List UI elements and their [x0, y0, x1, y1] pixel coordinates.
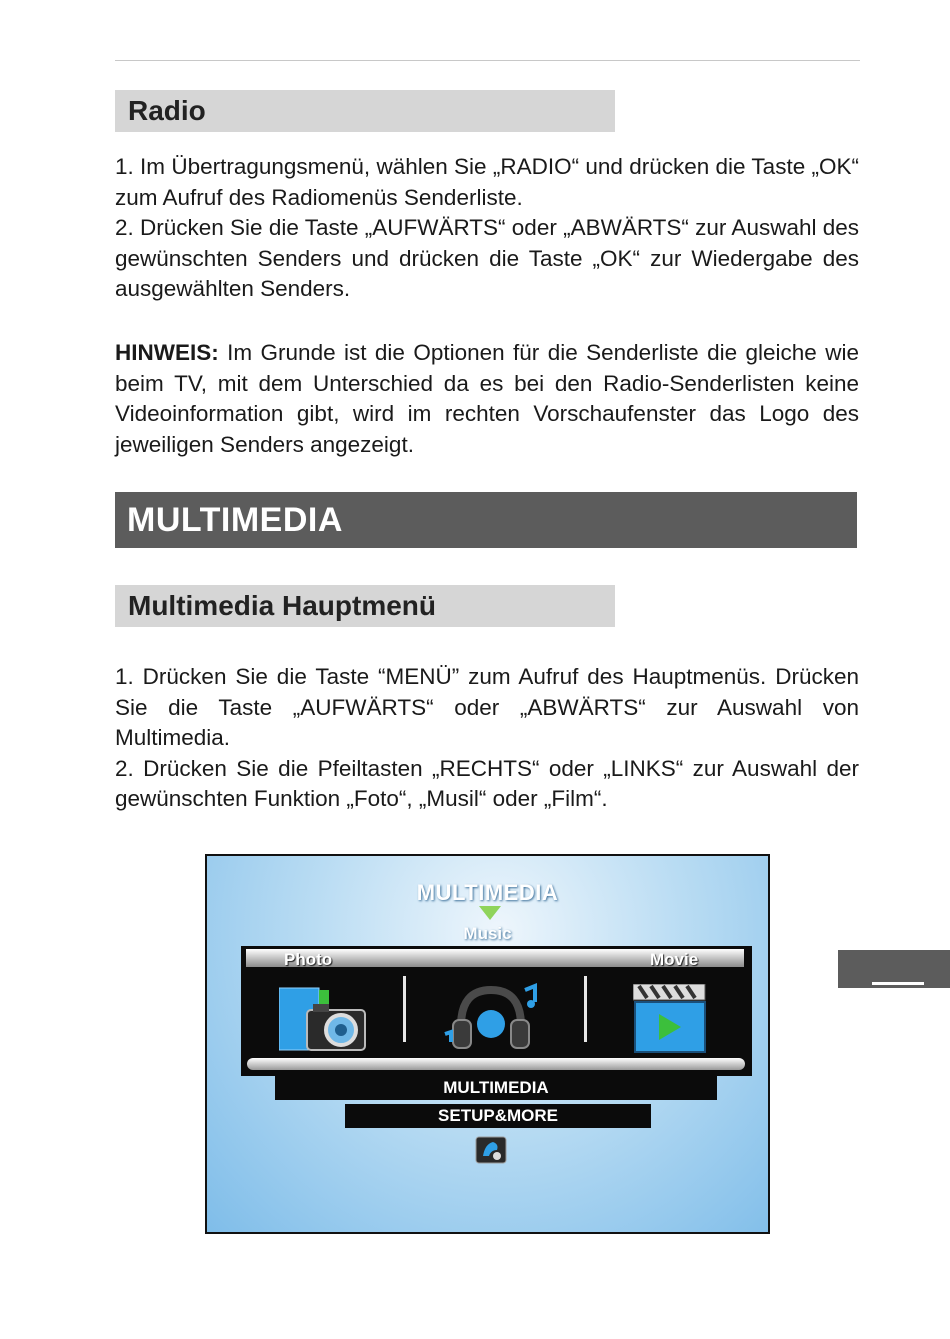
carousel-header-bar [246, 949, 744, 967]
multimedia-paragraph [115, 662, 859, 815]
media-carousel [241, 946, 752, 1076]
radio-heading: Radio [115, 90, 615, 132]
radio-paragraph-1 [115, 152, 859, 305]
note-label: HINWEIS: [115, 340, 219, 365]
movie-label: Movie [650, 950, 699, 969]
menu-setup-more[interactable]: SETUP&MORE [345, 1104, 651, 1128]
movie-clapper-icon[interactable] [633, 984, 709, 1054]
radio-step-1: 1. Im Übertragungsmenü, wählen Sie „RADIO“ und drücken die Taste „OK“ zum Aufruf des Radiomenüs Senderliste. [115, 154, 859, 210]
setup-hand-icon[interactable] [475, 1136, 507, 1164]
multimedia-heading: MULTIMEDIA [115, 492, 857, 548]
carousel-divider [403, 976, 406, 1042]
photo-label: Photo [284, 950, 333, 969]
selection-arrow-icon [479, 906, 501, 920]
screen-title: MULTIMEDIA [416, 880, 559, 905]
menu-multimedia[interactable]: MULTIMEDIA [275, 1076, 717, 1100]
multimedia-menu-screenshot [205, 854, 770, 1234]
multimedia-main-menu-heading: Multimedia Hauptmenü [115, 585, 615, 627]
radio-note [115, 338, 859, 460]
multimedia-step-2: 2. Drücken Sie die Pfeiltasten „RECHTS“ oder „LINKS“ zur Auswahl der gewünschten Funktion „Foto“, „Musil“ oder „Film“. [115, 755, 859, 811]
top-rule [115, 60, 860, 61]
carousel-divider [584, 976, 587, 1042]
photo-camera-icon[interactable] [279, 976, 369, 1056]
note-text: Im Grunde ist die Optionen für die Senderliste die gleiche wie beim TV, mit dem Unterschied da es bei den Radio-Senderlisten keine Videoinformation gibt, wird im rechten Vorschaufenster das Logo des jeweiligen Senders angezeigt. [115, 340, 859, 457]
selected-item-label: Music [463, 924, 512, 943]
multimedia-step-1: 1. Drücken Sie die Taste “MENÜ” zum Aufruf des Hauptmenüs. Drücken Sie die Taste „AUFWÄRTS“ oder „ABWÄRTS“ zur Auswahl von Multimedia. [115, 664, 859, 750]
music-headphones-icon[interactable] [439, 976, 543, 1056]
carousel-base [247, 1058, 745, 1070]
page-side-tab-marker [872, 982, 924, 985]
radio-step-2: 2. Drücken Sie die Taste „AUFWÄRTS“ oder „ABWÄRTS“ zur Auswahl des gewünschten Senders und drücken die Taste „OK“ zur Wiedergabe des ausgewählten Senders. [115, 215, 860, 301]
